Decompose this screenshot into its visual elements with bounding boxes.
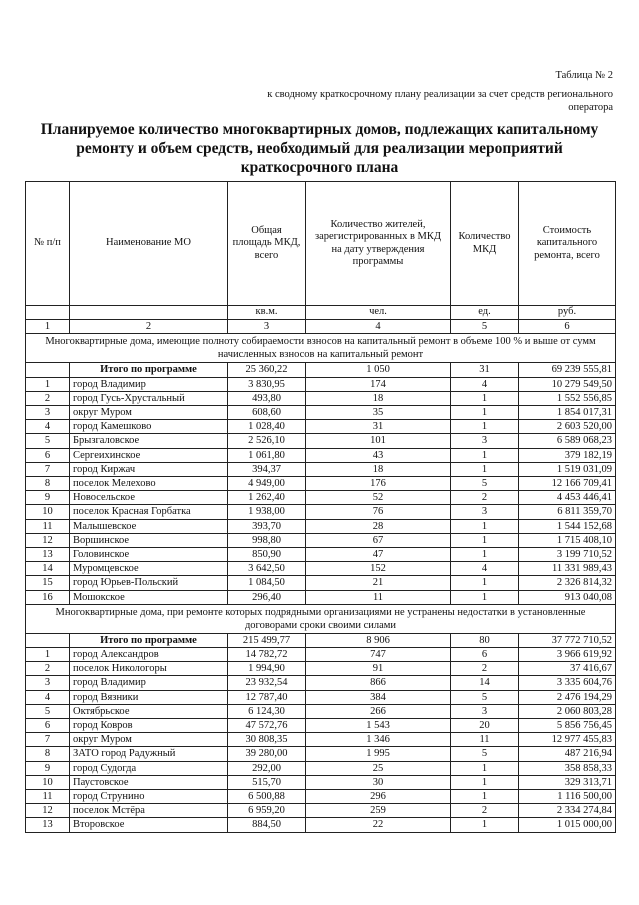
table-row [26,775,616,789]
cost-value: 2 060 803,28 [519,704,616,718]
municipality-name: поселок Мелехово [70,477,228,491]
mkd-count: 6 [451,648,519,662]
row-number: 6 [26,719,70,733]
area-value: 998,80 [228,533,306,547]
row-number: 1 [26,648,70,662]
row-number: 12 [26,804,70,818]
area-value: 23 932,54 [228,676,306,690]
area-value: 515,70 [228,775,306,789]
row-number: 5 [26,434,70,448]
table-row [26,576,616,590]
col-header-residents: Количество жителей, зарегистрированных в МКД на дату утверждения программы [306,182,451,306]
residents-value: 28 [306,519,451,533]
cost-value: 2 326 814,32 [519,576,616,590]
municipality-name: Воршинское [70,533,228,547]
cost-value: 12 166 709,41 [519,477,616,491]
section-title-row [26,604,616,633]
mkd-count: 1 [451,775,519,789]
mkd-count: 4 [451,562,519,576]
unit-cost: руб. [519,306,616,320]
table-row [26,462,616,476]
document-title [0,120,639,177]
mkd-count: 1 [451,590,519,604]
municipality-name: Сергеихинское [70,448,228,462]
table-row [26,505,616,519]
cost-value: 3 335 604,76 [519,676,616,690]
table-row [26,790,616,804]
mkd-count: 5 [451,690,519,704]
mkd-count: 1 [451,533,519,547]
table-row [26,590,616,604]
area-value: 1 061,80 [228,448,306,462]
mkd-count: 1 [451,448,519,462]
col-header-name: Наименование МО [70,182,228,306]
residents-value: 52 [306,491,451,505]
mkd-count: 1 [451,519,519,533]
cost-value: 4 453 446,41 [519,491,616,505]
column-number: 5 [451,320,519,334]
title-line: Планируемое количество многоквартирных домов, подлежащих капитальному [40,121,599,138]
row-number: 9 [26,491,70,505]
municipality-name: город Судогда [70,761,228,775]
municipality-name: город Струнино [70,790,228,804]
cost-value: 12 977 455,83 [519,733,616,747]
residents-value: 866 [306,676,451,690]
municipality-name: Муромцевское [70,562,228,576]
unit-residents: чел. [306,306,451,320]
area-value: 393,70 [228,519,306,533]
section-title: Многоквартирные дома, имеющие полноту собираемости взносов на капитальный ремонт в объеме 100 % и выше от сумм начисленных взносов на капитальный ремонт [26,334,616,363]
area-value: 3 830,95 [228,377,306,391]
cost-value: 10 279 549,50 [519,377,616,391]
residents-value: 1 346 [306,733,451,747]
mkd-count: 2 [451,804,519,818]
total-num [26,633,70,647]
row-number: 15 [26,576,70,590]
units-row [26,306,616,320]
area-value: 14 782,72 [228,648,306,662]
mkd-count: 1 [451,462,519,476]
table-subtitle: к сводному краткосрочному плану реализации за счет средств регионального оператора [267,89,613,113]
residents-value: 18 [306,462,451,476]
residents-value: 747 [306,648,451,662]
total-row [26,363,616,377]
area-value: 1 262,40 [228,491,306,505]
row-number: 6 [26,448,70,462]
cost-value: 329 313,71 [519,775,616,789]
section-title-row [26,334,616,363]
row-number: 2 [26,391,70,405]
row-number: 8 [26,747,70,761]
cost-value: 358 858,33 [519,761,616,775]
area-value: 6 124,30 [228,704,306,718]
municipality-name: город Киржач [70,462,228,476]
area-value: 884,50 [228,818,306,832]
municipality-name: поселок Никологоры [70,662,228,676]
column-number: 3 [228,320,306,334]
residents-value: 25 [306,761,451,775]
area-value: 1 994,90 [228,662,306,676]
area-value: 6 500,88 [228,790,306,804]
total-mkd: 31 [451,363,519,377]
table-row [26,648,616,662]
cost-value: 6 811 359,70 [519,505,616,519]
mkd-count: 5 [451,477,519,491]
row-number: 2 [26,662,70,676]
municipality-name: город Ковров [70,719,228,733]
cost-value: 379 182,19 [519,448,616,462]
total-cost: 69 239 555,81 [519,363,616,377]
row-number: 8 [26,477,70,491]
table-row [26,562,616,576]
total-residents: 8 906 [306,633,451,647]
mkd-count: 14 [451,676,519,690]
residents-value: 67 [306,533,451,547]
municipality-name: округ Муром [70,405,228,419]
residents-value: 384 [306,690,451,704]
mkd-count: 1 [451,818,519,832]
unit-cell [70,306,228,320]
municipality-name: город Камешково [70,420,228,434]
cost-value: 3 199 710,52 [519,548,616,562]
mkd-count: 1 [451,405,519,419]
residents-value: 152 [306,562,451,576]
col-header-num: № п/п [26,182,70,306]
table-row [26,377,616,391]
row-number: 3 [26,405,70,419]
column-numbers-row [26,320,616,334]
table-row [26,747,616,761]
area-value: 296,40 [228,590,306,604]
row-number: 4 [26,690,70,704]
municipality-name: Малышевское [70,519,228,533]
cost-value: 1 715 408,10 [519,533,616,547]
area-value: 1 084,50 [228,576,306,590]
municipality-name: ЗАТО город Радужный [70,747,228,761]
col-header-area: Общая площадь МКД, всего [228,182,306,306]
total-num [26,363,70,377]
table-row [26,533,616,547]
municipality-name: поселок Мстёра [70,804,228,818]
col-header-cost: Стоимость капитального ремонта, всего [519,182,616,306]
cost-value: 1 544 152,68 [519,519,616,533]
municipality-name: город Юрьев-Польский [70,576,228,590]
table-row [26,804,616,818]
table-row [26,491,616,505]
cost-value: 1 854 017,31 [519,405,616,419]
area-value: 39 280,00 [228,747,306,761]
residents-value: 176 [306,477,451,491]
municipality-name: Новосельское [70,491,228,505]
table-row [26,761,616,775]
table-row [26,420,616,434]
column-number: 6 [519,320,616,334]
total-area: 25 360,22 [228,363,306,377]
residents-value: 1 995 [306,747,451,761]
row-number: 4 [26,420,70,434]
residents-value: 266 [306,704,451,718]
area-value: 1 028,40 [228,420,306,434]
title-line: краткосрочного плана [240,159,399,176]
row-number: 16 [26,590,70,604]
residents-value: 22 [306,818,451,832]
row-number: 1 [26,377,70,391]
table-row [26,434,616,448]
municipality-name: Паустовское [70,775,228,789]
area-value: 394,37 [228,462,306,476]
table-row [26,391,616,405]
total-area: 215 499,77 [228,633,306,647]
table-row [26,548,616,562]
unit-cell [26,306,70,320]
mkd-count: 4 [451,377,519,391]
residents-value: 18 [306,391,451,405]
residents-value: 30 [306,775,451,789]
cost-value: 913 040,08 [519,590,616,604]
mkd-count: 2 [451,662,519,676]
municipality-name: город Владимир [70,676,228,690]
mkd-count: 2 [451,491,519,505]
cost-value: 1 015 000,00 [519,818,616,832]
mkd-count: 5 [451,747,519,761]
row-number: 9 [26,761,70,775]
section-title: Многоквартирные дома, при ремонте которых подрядными организациями не устранены недостатки в установленные договорами сроки своими силами [26,604,616,633]
mkd-count: 3 [451,434,519,448]
residents-value: 11 [306,590,451,604]
table-row [26,405,616,419]
residents-value: 47 [306,548,451,562]
cost-value: 487 216,94 [519,747,616,761]
column-number: 1 [26,320,70,334]
cost-value: 1 116 500,00 [519,790,616,804]
cost-value: 2 476 194,29 [519,690,616,704]
column-number: 4 [306,320,451,334]
area-value: 850,90 [228,548,306,562]
mkd-count: 1 [451,761,519,775]
area-value: 47 572,76 [228,719,306,733]
table-row [26,519,616,533]
mkd-count: 11 [451,733,519,747]
area-value: 2 526,10 [228,434,306,448]
cost-value: 37 416,67 [519,662,616,676]
municipality-name: Головинское [70,548,228,562]
mkd-count: 1 [451,420,519,434]
cost-value: 1 519 031,09 [519,462,616,476]
table-number: Таблица № 2 [555,70,613,81]
residents-value: 35 [306,405,451,419]
row-number: 7 [26,733,70,747]
residents-value: 21 [306,576,451,590]
municipality-name: Второвское [70,818,228,832]
area-value: 493,80 [228,391,306,405]
total-row [26,633,616,647]
table-row [26,704,616,718]
title-line: ремонту и объем средств, необходимый для реализации мероприятий [76,140,563,157]
column-number: 2 [70,320,228,334]
total-label: Итого по программе [70,633,228,647]
total-mkd: 80 [451,633,519,647]
mkd-count: 1 [451,548,519,562]
row-number: 10 [26,775,70,789]
cost-value: 3 966 619,92 [519,648,616,662]
mkd-count: 20 [451,719,519,733]
total-cost: 37 772 710,52 [519,633,616,647]
mkd-count: 1 [451,576,519,590]
table-row [26,690,616,704]
table-row [26,662,616,676]
total-label: Итого по программе [70,363,228,377]
row-number: 13 [26,548,70,562]
mkd-table [25,181,616,833]
table-row [26,676,616,690]
area-value: 12 787,40 [228,690,306,704]
cost-value: 2 603 520,00 [519,420,616,434]
row-number: 14 [26,562,70,576]
row-number: 13 [26,818,70,832]
cost-value: 11 331 989,43 [519,562,616,576]
row-number: 11 [26,790,70,804]
unit-area: кв.м. [228,306,306,320]
cost-value: 2 334 274,84 [519,804,616,818]
area-value: 1 938,00 [228,505,306,519]
row-number: 7 [26,462,70,476]
table-row [26,448,616,462]
municipality-name: город Александров [70,648,228,662]
table-header-row [26,182,616,306]
area-value: 292,00 [228,761,306,775]
municipality-name: город Владимир [70,377,228,391]
row-number: 10 [26,505,70,519]
cost-value: 1 552 556,85 [519,391,616,405]
cost-value: 6 589 068,23 [519,434,616,448]
mkd-count: 1 [451,391,519,405]
area-value: 608,60 [228,405,306,419]
mkd-count: 3 [451,505,519,519]
table-row [26,733,616,747]
residents-value: 174 [306,377,451,391]
area-value: 4 949,00 [228,477,306,491]
row-number: 12 [26,533,70,547]
table-row [26,818,616,832]
area-value: 6 959,20 [228,804,306,818]
municipality-name: Октябрьское [70,704,228,718]
row-number: 5 [26,704,70,718]
municipality-name: округ Муром [70,733,228,747]
total-residents: 1 050 [306,363,451,377]
municipality-name: город Вязники [70,690,228,704]
residents-value: 296 [306,790,451,804]
residents-value: 91 [306,662,451,676]
row-number: 11 [26,519,70,533]
mkd-count: 1 [451,790,519,804]
residents-value: 43 [306,448,451,462]
residents-value: 259 [306,804,451,818]
municipality-name: город Гусь-Хрустальный [70,391,228,405]
residents-value: 101 [306,434,451,448]
municipality-name: поселок Красная Горбатка [70,505,228,519]
mkd-count: 3 [451,704,519,718]
area-value: 30 808,35 [228,733,306,747]
area-value: 3 642,50 [228,562,306,576]
residents-value: 76 [306,505,451,519]
residents-value: 31 [306,420,451,434]
col-header-mkd: Количество МКД [451,182,519,306]
unit-mkd: ед. [451,306,519,320]
municipality-name: Мошокское [70,590,228,604]
residents-value: 1 543 [306,719,451,733]
table-row [26,719,616,733]
cost-value: 5 856 756,45 [519,719,616,733]
row-number: 3 [26,676,70,690]
municipality-name: Брызгаловское [70,434,228,448]
table-row [26,477,616,491]
